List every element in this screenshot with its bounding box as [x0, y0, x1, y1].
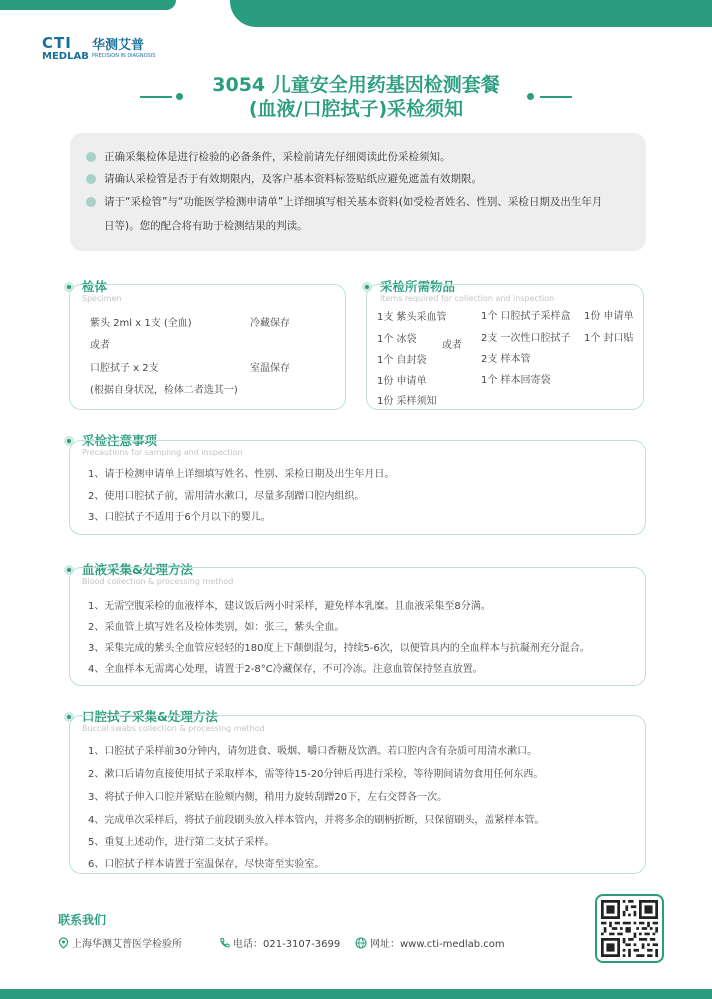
- buccal-item-5: 5、重复上述动作，进行第二支拭子采样。: [88, 837, 275, 848]
- notice-item-3: 请于“采检管”与“功能医学检测申请单”上详细填写相关基本资料(如受检者姓名、性别、采检日期及出生年月: [86, 191, 641, 213]
- specimen-box: [69, 284, 346, 410]
- items-col2-3: 2支 样本管: [481, 354, 531, 365]
- title-left-dot: [176, 93, 183, 100]
- title-line-2: (血液/口腔拭子)采检须知: [248, 98, 464, 120]
- specimen-item-2: 口腔拭子 x 2支: [90, 363, 159, 374]
- precaution-item-2: 2、使用口腔拭子前，需用清水漱口，尽量多刮蹭口腔内组织。: [88, 491, 365, 502]
- top-left-accent-bar: [0, 0, 176, 10]
- contact-phone: 电话：021-3107-3699: [219, 935, 340, 950]
- bullet-icon: [86, 152, 96, 162]
- blood-item-4: 4、全血样本无需离心处理，请置于2-8°C冷藏保存，不可冷冻。注意血管保持竖直放置。: [88, 664, 483, 675]
- notice-box: [70, 133, 646, 251]
- bullet-icon: [86, 197, 96, 207]
- page-title: [0, 73, 712, 121]
- items-required-box: [366, 284, 644, 410]
- blood-item-2: 2、采血管上填写姓名及检体类别，如：张三，紫头全血。: [88, 622, 345, 633]
- logo-medlab-text: MEDLAB: [42, 51, 89, 62]
- precaution-item-3: 3、口腔拭子不适用于6个月以下的婴儿。: [88, 512, 271, 523]
- brand-logo: [42, 34, 162, 66]
- contact-address: 上海华测艾普医学检验所: [58, 935, 182, 950]
- items-or: 或者: [442, 340, 462, 351]
- location-icon: [58, 937, 69, 949]
- precaution-item-1: 1、请于检测申请单上详细填写姓名、性别、采检日期及出生年月日。: [88, 469, 395, 480]
- items-col1-1: 1支 紫头采血管: [377, 312, 447, 323]
- items-col1-3: 1个 自封袋: [377, 355, 427, 366]
- title-left-line: [140, 96, 172, 98]
- buccal-item-2: 2、漱口后请勿直接使用拭子采取样本，需等待15-20分钟后再进行采检，等待期间请勿食用任何东西。: [88, 769, 544, 780]
- buccal-item-6: 6、口腔拭子样本请置于室温保存，尽快寄至实验室。: [88, 859, 325, 870]
- notice-item-3-cont: 日等)。您的配合将有助于检测结果的判读。: [104, 220, 308, 232]
- logo-tagline: PRECISION IN DIAGNOSIS: [92, 53, 156, 59]
- contact-website[interactable]: 网址：www.cti-medlab.com: [355, 935, 505, 950]
- contact-title: 联系我们: [58, 913, 107, 927]
- items-col1-2: 1个 冰袋: [377, 334, 417, 345]
- buccal-item-3: 3、将拭子伸入口腔并紧贴在脸颊内侧，稍用力旋转刮蹭20下，左右交替各一次。: [88, 792, 448, 803]
- bullet-icon: [86, 174, 96, 184]
- notice-item-2: 请确认采检管是否于有效期限内，及客户基本资料标签贴纸应避免遮盖有效期限。: [86, 168, 641, 190]
- phone-icon: [219, 937, 230, 949]
- items-col3-1: 1份 申请单: [584, 311, 634, 322]
- qr-code-icon: [601, 900, 658, 957]
- buccal-item-4: 4、完成单次采样后，将拭子前段刷头放入样本管内，并将多余的刷柄折断，只保留刷头，盖紧样本管。: [88, 815, 545, 826]
- title-line-1: 3054 儿童安全用药基因检测套餐: [212, 74, 500, 96]
- items-col3-2: 1个 封口贴: [584, 333, 634, 344]
- items-col2-2: 2支 一次性口腔拭子: [481, 333, 571, 344]
- globe-icon: [355, 937, 367, 949]
- title-right-dot: [527, 93, 534, 100]
- items-col2-4: 1个 样本回寄袋: [481, 375, 551, 386]
- bottom-accent-bar: [0, 989, 712, 999]
- specimen-item-1-storage: 冷藏保存: [250, 318, 290, 329]
- items-col2-1: 1个 口腔拭子采样盒: [481, 311, 571, 322]
- qr-code: [595, 894, 664, 963]
- specimen-item-2-storage: 室温保存: [250, 363, 290, 374]
- precautions-box: [69, 440, 646, 535]
- specimen-note: (根据自身状况，检体二者选其一): [90, 385, 238, 396]
- items-col1-5: 1份 采样须知: [377, 396, 437, 407]
- logo-chinese-name: 华测艾普: [92, 38, 145, 53]
- top-right-accent-bar: [230, 0, 712, 27]
- specimen-item-1: 紫头 2ml x 1支 (全血): [90, 318, 192, 329]
- blood-item-3: 3、采集完成的紫头全血管应轻轻的180度上下颠倒混匀，持续5-6次，以便管具内的全血样本与抗凝剂充分混合。: [88, 643, 590, 654]
- notice-item-1: 正确采集检体是进行检验的必备条件，采检前请先仔细阅读此份采检须知。: [86, 146, 641, 168]
- specimen-or: 或者: [90, 340, 110, 351]
- buccal-item-1: 1、口腔拭子采样前30分钟内，请勿进食、吸烟、嚼口香糖及饮酒。若口腔内含有杂质可用清水漱口。: [88, 746, 538, 757]
- blood-item-1: 1、无需空腹采检的血液样本，建议饭后两小时采样，避免样本乳糜。且血液采集至8分满。: [88, 601, 491, 612]
- title-right-line: [540, 96, 572, 98]
- buccal-box: [69, 715, 646, 874]
- blood-box: [69, 567, 646, 686]
- logo-cti-text: CTI: [42, 34, 72, 52]
- items-col1-4: 1份 申请单: [377, 376, 427, 387]
